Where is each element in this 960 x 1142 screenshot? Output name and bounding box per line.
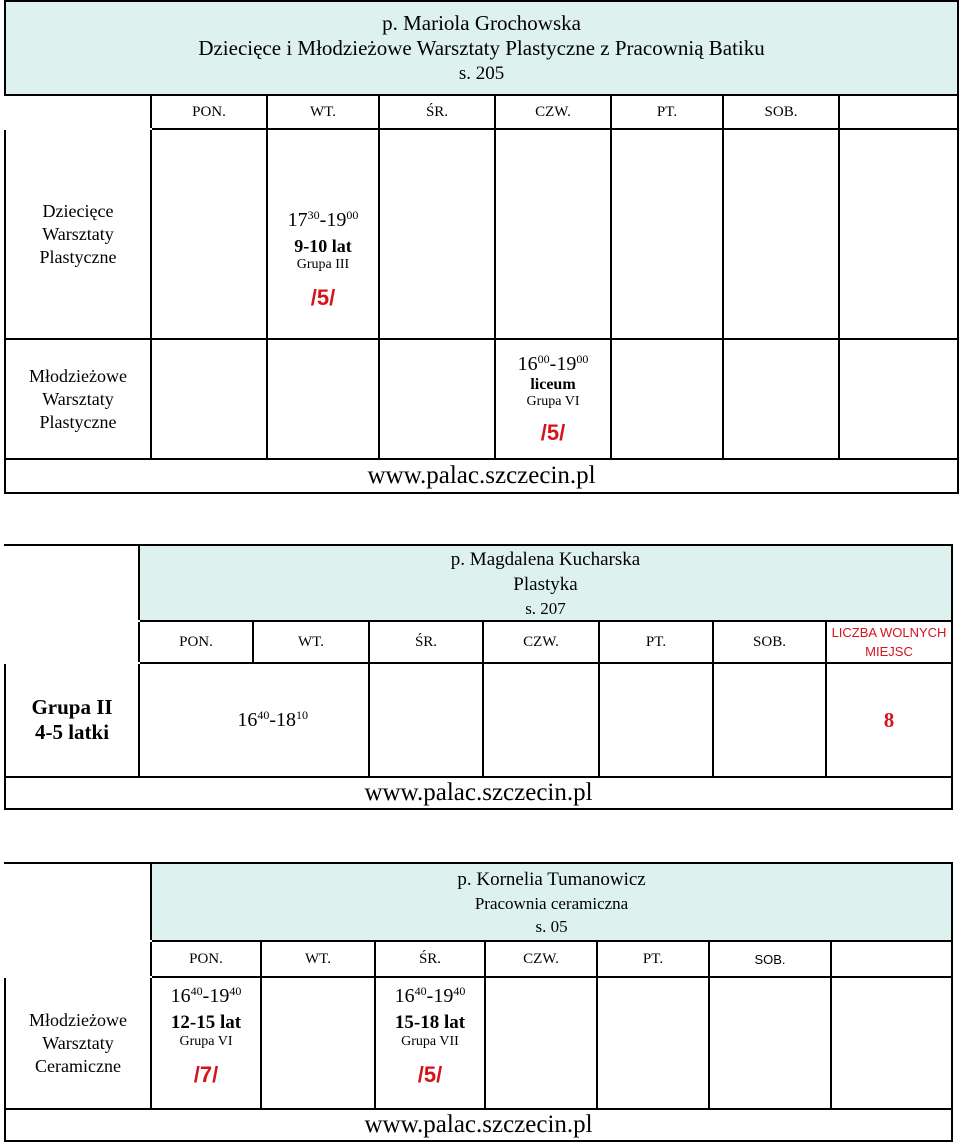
day-wed: ŚR. [379, 95, 495, 129]
header-kucharska [139, 545, 952, 621]
class-slot [139, 663, 369, 777]
places-count: /5/ [310, 284, 336, 310]
website-link[interactable]: www.palac.szczecin.pl [5, 777, 952, 809]
empty-cell [839, 95, 958, 129]
time-range: $16^{40}-19^{40}$ [170, 984, 242, 1007]
cell-extra [839, 129, 958, 339]
time-range: $16^{00}-19^{00}$ [517, 352, 589, 375]
corner-cell [5, 941, 151, 977]
class-slot [495, 339, 611, 459]
cell-fri [611, 129, 723, 339]
subject-title: Plastyka [513, 573, 578, 595]
row-label: Młodzieżowe Warsztaty Plastyczne [5, 339, 151, 459]
header-grochowska [5, 1, 958, 95]
cell-fri [597, 977, 709, 1109]
schedule-grochowska [4, 0, 959, 494]
places-count: /7/ [193, 1062, 219, 1087]
class-slot [151, 977, 261, 1109]
cell-wed [369, 663, 483, 777]
schedule-kucharska [4, 544, 953, 810]
cell-wed [379, 129, 495, 339]
group-label-cell [5, 663, 139, 777]
day-wed: ŚR. [375, 941, 485, 977]
age-range: 15-18 lat [394, 1012, 466, 1033]
age-range: 12-15 lat [170, 1012, 242, 1033]
day-thu: CZW. [483, 621, 599, 663]
cell-extra [831, 977, 952, 1109]
free-places-count: 8 [826, 663, 952, 777]
cell-thu [483, 663, 599, 777]
group-label: Grupa VI [179, 1034, 233, 1049]
group-label: Grupa III [296, 256, 350, 272]
day-thu: CZW. [485, 941, 597, 977]
subject-title: Pracownia ceramiczna [474, 893, 629, 913]
day-sat: SOB. [713, 621, 826, 663]
room-number: s. 205 [458, 62, 505, 84]
day-mon: PON. [151, 941, 261, 977]
workshop-title: Dziecięce i Młodzieżowe Warsztaty Plastyczne z Pracownią Batiku [198, 35, 765, 60]
group-name: Grupa II [31, 695, 113, 719]
corner-cell [5, 545, 139, 621]
cell-mon [151, 129, 267, 339]
website-link[interactable]: www.palac.szczecin.pl [5, 459, 958, 493]
cell-sat [709, 977, 831, 1109]
cell-sat [723, 129, 839, 339]
website-link[interactable]: www.palac.szczecin.pl [5, 1109, 952, 1141]
row-label: Dziecięce Warsztaty Plastyczne [5, 129, 151, 339]
day-tue: WT. [261, 941, 375, 977]
corner-cell [5, 621, 139, 663]
schedule-tumanowicz [4, 862, 953, 1142]
room-number: s. 207 [525, 598, 566, 618]
free-places-header: LICZBA WOLNYCH MIEJSC [826, 621, 952, 663]
row-label: Młodzieżowe Warsztaty Ceramiczne [5, 977, 151, 1109]
cell-fri [611, 339, 723, 459]
corner-cell [5, 95, 151, 129]
time-range: $17^{30}-19^{00}$ [287, 207, 359, 231]
age-range: liceum [530, 376, 576, 393]
cell-tue [267, 339, 379, 459]
teacher-name: p. Kornelia Tumanowicz [457, 868, 646, 890]
empty-cell [831, 941, 952, 977]
day-mon: PON. [139, 621, 253, 663]
group-age: 4-5 latki [34, 720, 110, 744]
day-fri: PT. [597, 941, 709, 977]
corner-cell [5, 863, 151, 941]
header-tumanowicz [151, 863, 952, 941]
cell-fri [599, 663, 713, 777]
day-tue: WT. [267, 95, 379, 129]
group-label: Grupa VII [401, 1034, 459, 1049]
class-slot [375, 977, 485, 1109]
day-wed: ŚR. [369, 621, 483, 663]
room-number: s. 05 [535, 916, 568, 936]
day-thu: CZW. [495, 95, 611, 129]
day-sat: SOB. [723, 95, 839, 129]
teacher-name: p. Mariola Grochowska [382, 10, 581, 35]
day-fri: PT. [599, 621, 713, 663]
time-range: $16^{40}-18^{10}$ [237, 708, 308, 731]
places-count: /5/ [540, 420, 566, 445]
day-sat: SOB. [709, 941, 831, 977]
day-mon: PON. [151, 95, 267, 129]
cell-mon [151, 339, 267, 459]
cell-sat [723, 339, 839, 459]
time-range: $16^{40}-19^{40}$ [394, 984, 466, 1007]
cell-tue [261, 977, 375, 1109]
age-range: 9-10 lat [294, 235, 352, 256]
group-label: Grupa VI [526, 394, 580, 409]
cell-extra [839, 339, 958, 459]
cell-thu [485, 977, 597, 1109]
cell-wed [379, 339, 495, 459]
places-count: /5/ [417, 1062, 443, 1087]
day-fri: PT. [611, 95, 723, 129]
cell-thu [495, 129, 611, 339]
class-slot [267, 129, 379, 339]
day-tue: WT. [253, 621, 369, 663]
teacher-name: p. Magdalena Kucharska [450, 548, 641, 570]
cell-sat [713, 663, 826, 777]
